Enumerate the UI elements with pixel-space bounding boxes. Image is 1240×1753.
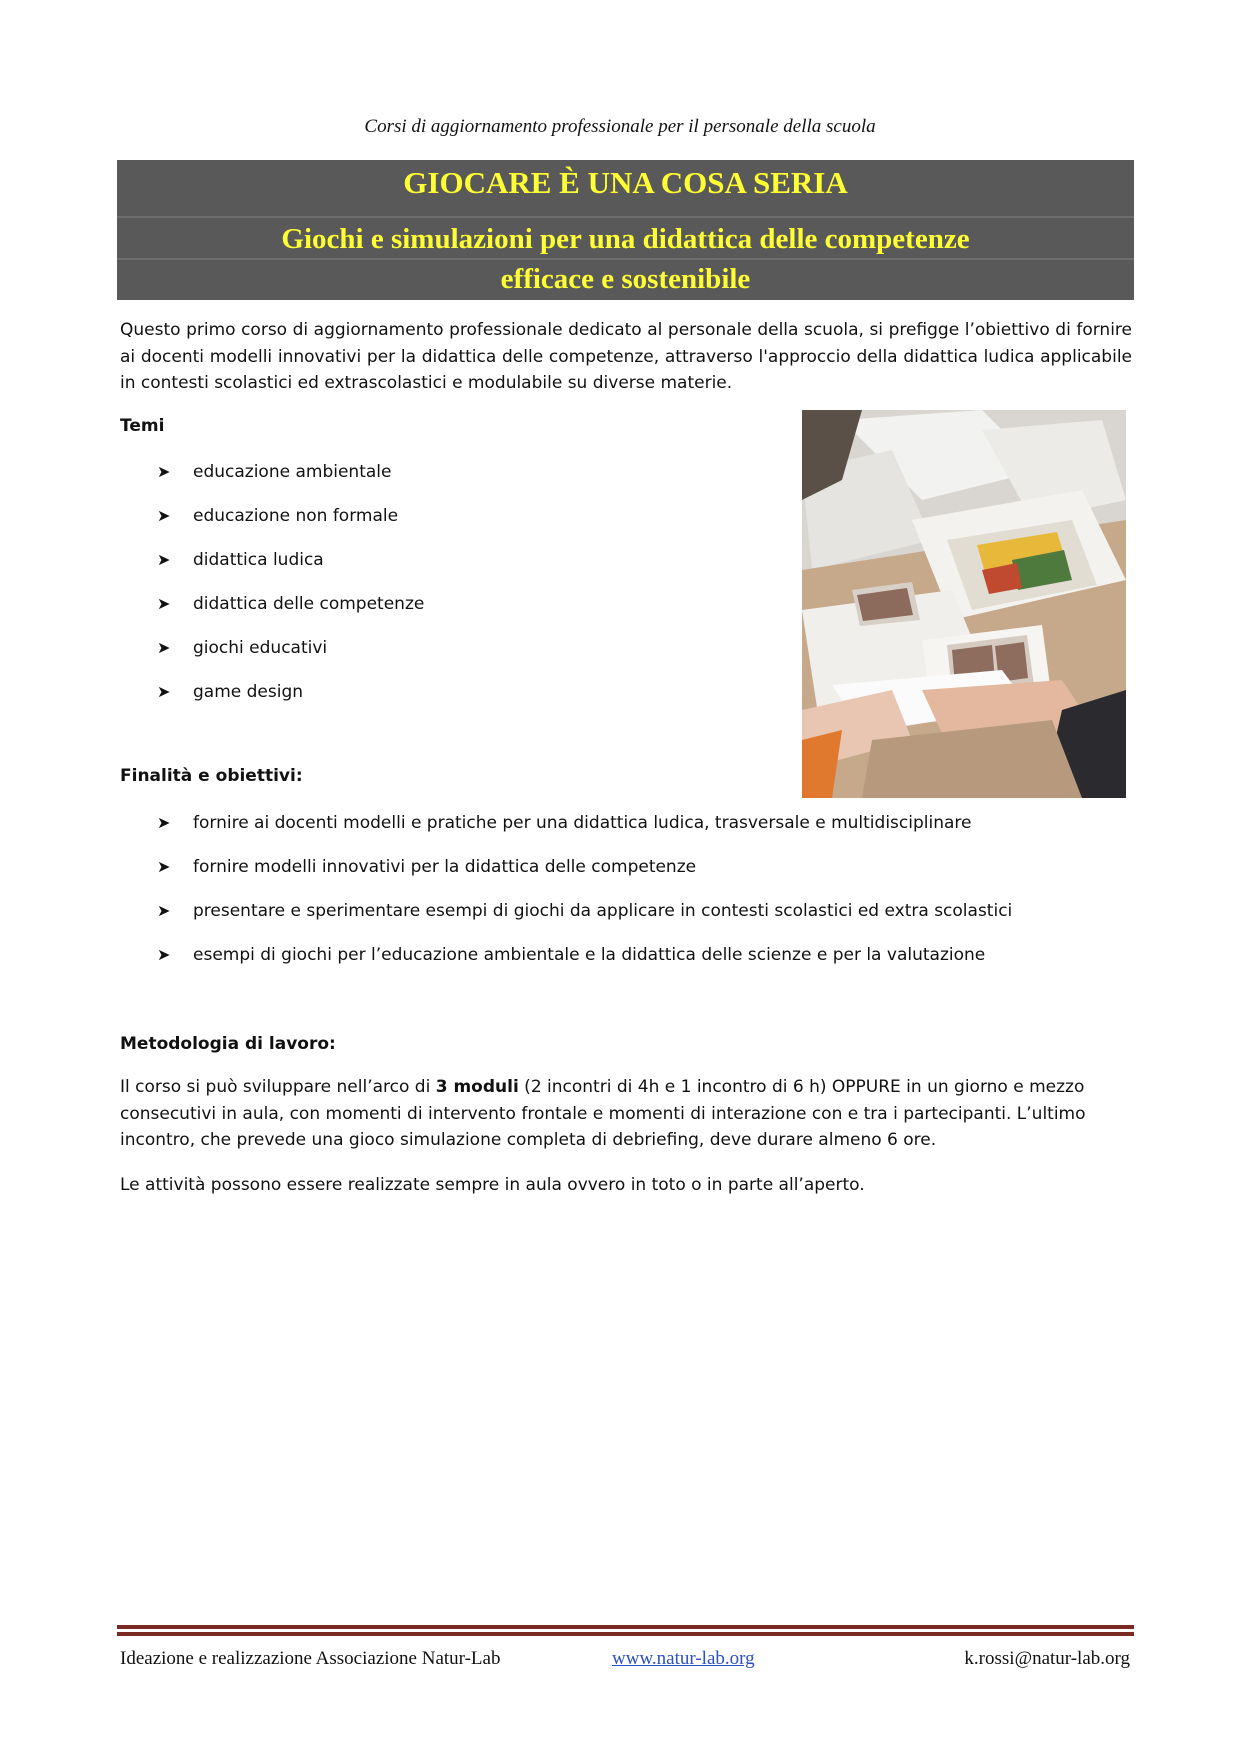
arrowhead-icon: ➤ xyxy=(157,638,171,657)
workshop-photo xyxy=(802,410,1126,798)
banner-subtitle-line2: efficace e sostenibile xyxy=(117,260,1134,300)
photo-illustration xyxy=(802,410,1126,798)
finalita-list xyxy=(155,811,1012,987)
list-item: ➤ fornire ai docenti modelli e pratiche per una didattica ludica, trasversale e multidisciplinare xyxy=(157,813,972,833)
header-caption: Corsi di aggiornamento professionale per il personale della scuola xyxy=(364,116,876,137)
list-item: ➤ game design xyxy=(157,682,304,702)
arrowhead-icon: ➤ xyxy=(157,682,171,701)
footer-credit: Ideazione e realizzazione Associazione Natur-Lab xyxy=(120,1648,501,1669)
list-item: ➤ educazione non formale xyxy=(157,506,399,526)
arrowhead-icon: ➤ xyxy=(157,506,171,525)
moduli-count: 3 moduli xyxy=(435,1077,519,1097)
temi-list xyxy=(155,460,424,724)
metodologia-paragraph: Il corso si può sviluppare nell’arco di 3 moduli (2 incontri di 4h e 1 incontro di 6 h) OPPURE in un giorno e mezzo consecutivi in aula, con momenti di intervento frontale e momenti di interazione con e tra i partecipanti. L’ultimo incontro, che prevede una gioco simulazione completa di debriefing, deve durare almeno 6 ore. xyxy=(120,1077,1086,1150)
list-item: ➤ presentare e sperimentare esempi di giochi da applicare in contesti scolastici ed extra scolastici xyxy=(157,901,1013,921)
metodologia-heading: Metodologia di lavoro: xyxy=(120,1034,336,1054)
arrowhead-icon: ➤ xyxy=(157,550,171,569)
arrowhead-icon: ➤ xyxy=(157,857,171,876)
list-item: ➤ giochi educativi xyxy=(157,638,328,658)
arrowhead-icon: ➤ xyxy=(157,945,171,964)
arrowhead-icon: ➤ xyxy=(157,594,171,613)
list-item: ➤ educazione ambientale xyxy=(157,462,392,482)
list-item: ➤ fornire modelli innovativi per la didattica delle competenze xyxy=(157,857,697,877)
footer-divider xyxy=(117,1625,1134,1636)
arrowhead-icon: ➤ xyxy=(157,462,171,481)
intro-paragraph: Questo primo corso di aggiornamento professionale dedicato al personale della scuola, si prefigge l’obiettivo di fornire ai docenti modelli innovativi per la didattica delle competenze, attraverso l'approccio della didattica ludica applicabile in contesti scolastici ed extrascolastici e modulabile su diverse materie. xyxy=(120,320,1132,393)
website-link[interactable]: www.natur-lab.org xyxy=(612,1648,755,1669)
finalita-heading: Finalità e obiettivi: xyxy=(120,766,303,786)
list-item: ➤ didattica ludica xyxy=(157,550,324,570)
banner-subtitle-line1: Giochi e simulazioni per una didattica delle competenze xyxy=(117,218,1134,260)
banner-title: GIOCARE È UNA COSA SERIA xyxy=(117,160,1134,218)
contact-email[interactable]: k.rossi@natur-lab.org xyxy=(964,1648,1130,1669)
metodologia-paragraph-2: Le attività possono essere realizzate sempre in aula ovvero in toto o in parte all’aperto. xyxy=(120,1175,865,1195)
list-item: ➤ didattica delle competenze xyxy=(157,594,425,614)
list-item: ➤ esempi di giochi per l’educazione ambientale e la didattica delle scienze e per la valutazione xyxy=(157,945,986,965)
temi-heading: Temi xyxy=(120,416,165,436)
arrowhead-icon: ➤ xyxy=(157,813,171,832)
title-banner xyxy=(117,160,1134,300)
arrowhead-icon: ➤ xyxy=(157,901,171,920)
